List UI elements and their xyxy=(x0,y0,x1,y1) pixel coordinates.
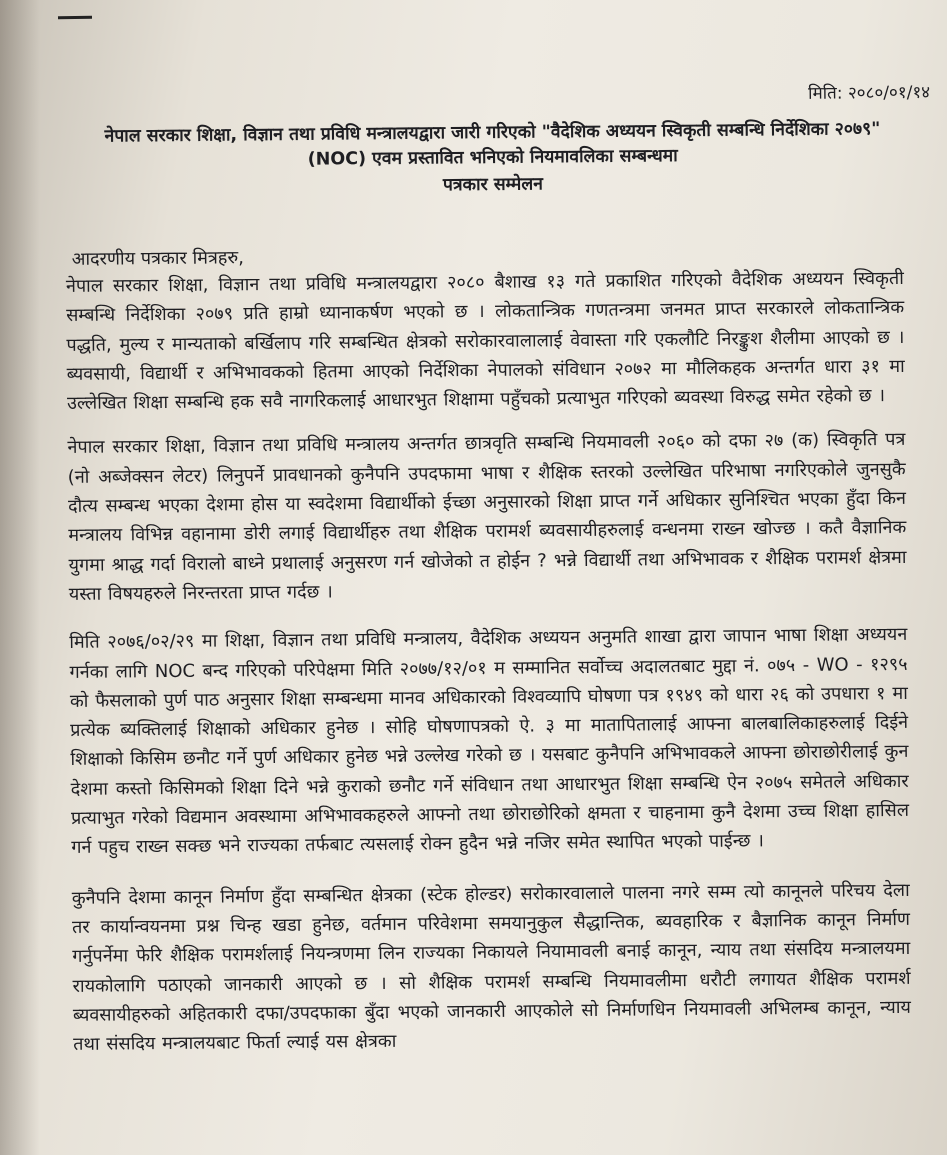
paragraph-4: कुनैपनि देशमा कानून निर्माण हुँदा सम्बन्धित क्षेत्रका (स्टेक होल्डर) सरोकारवालाले पालना नगरे सम्म त्यो कानूनले परिचय देला तर कार्यान्वयनमा प्रश्न चिन्ह खडा हुनेछ, वर्तमान परिवेशमा समयानुकुल सैद्धान्तिक, ब्यवहारिक र बैज्ञानिक कानून निर्माण गर्नुपर्नेमा फेरि शैक्षिक परामर्शलाई नियन्त्रणमा लिन राज्यका निकायले नियामावली बनाई कानून, न्याय तथा संसदिय मन्त्रालयमा रायकोलागि पठाएको जानकारी आएको छ । सो शैक्षिक परामर्श सम्बन्धि नियमावलीमा धरौटी लगायत शैक्षिक परामर्श ब्यवसायीहरुको अहितकारी दफा/उपदफाका बुँदा भएको जानकारी आएकोले सो निर्माणधिन नियमावली अभिलम्ब कानून, न्याय तथा संसदिय मन्त्रालयबाट फिर्ता ल्याई यस क्षेत्रका xyxy=(71,879,911,1056)
document-date: मिति: २०८०/०१/१४ xyxy=(808,82,931,104)
paragraph-3: मिति २०७६/०२/२९ मा शिक्षा, विज्ञान तथा प्रविधि मन्त्रालय, वैदेशिक अध्ययन अनुमति शाखा द्वारा जापान भाषा शिक्षा अध्ययन गर्नका लागि NOC बन्द गरिएको परिपेक्षमा मिति २०७७/१२/०१ म सम्मानित सर्वोच्च अदालतबाट मुद्दा नं. ०७५ - WO - १२९५ को फैसलाको पुर्ण पाठ अनुसार शिक्षा सम्बन्धमा मानव अधिकारको विश्वव्यापि घोषणा पत्र १९४९ को धारा २६ को उपधारा १ मा प्रत्येक ब्यक्तिलाई शिक्षाको अधिकार हुनेछ । सोहि घोषणापत्रको ऐ. ३ मा मातापितालाई आफ्ना बालबालिकाहरुलाई दिईने शिक्षाको किसिम छनौट गर्ने पुर्ण अधिकार हुनेछ भन्ने उल्लेख गरेको छ । यसबाट कुनैपनि अभिभावकले आफ्ना छोराछोरीलाई कुन देशमा कस्तो किसिमको शिक्षा दिने भन्ने कुराको छनौट गर्ने संविधान तथा आधारभुत शिक्षा सम्बन्धि ऐन २०७५ समेतले अधिकार प्रत्याभुत गरेको विद्यमान अवस्थामा अभिभावकहरुले आफ्नो तथा छोराछोरिको क्षमता र चाहनामा कुनै देशमा उच्च शिक्षा हासिल गर्न पहुच राख्न सक्छ भने राज्यका तर्फबाट त्यसलाई रोक्न हुदैन भन्ने नजिर समेत स्थापित भएको पाईन्छ । xyxy=(69,624,910,859)
page-shadow xyxy=(0,0,40,1155)
pen-mark xyxy=(58,16,92,20)
paragraph-2: नेपाल सरकार शिक्षा, विज्ञान तथा प्रविधि मन्त्रालय अन्तर्गत छात्रवृति सम्बन्धि नियमावली २०६० को दफा २७ (क) स्विकृति पत्र (नो अब्जेक्सन लेटर) लिनुपर्ने प्रावधानको कुनैपनि उपदफामा भाषा र शैक्षिक स्तरको उल्लेखित परिभाषा नगरिएकोले जुनसुकै दौत्य सम्बन्ध भएका देशमा होस या स्वदेशमा विद्यार्थीको ईच्छा अनुसारको शिक्षा प्राप्त गर्ने अधिकार सुनिश्चित भएका हुँदा किन मन्त्रालय विभिन्न वहानामा डोरी लगाई विद्यार्थीहरु तथा शैक्षिक परामर्श ब्यवसायीहरुलाई वन्धनमा राख्न खोज्छ । कतै वैज्ञानिक युगमा श्राद्ध गर्दा विरालो बाध्ने प्रथालाई अनुसरण गर्न खोजेको त होईन ? भन्ने विद्यार्थी तथा अभिभावक र शैक्षिक परामर्श क्षेत्रमा यस्ता विषयहरुले निरन्तरता प्राप्त गर्दछ । xyxy=(67,429,907,605)
heading-title: पत्रकार सम्मेलन xyxy=(442,174,544,196)
letter-content xyxy=(62,80,931,1059)
salutation: आदरणीय पत्रकार मित्रहरु, xyxy=(71,247,245,270)
paragraph-1: नेपाल सरकार शिक्षा, विज्ञान तथा प्रविधि मन्त्रालयद्वारा २०८० बैशाख १३ गते प्रकाशित गरिएको वैदेशिक अध्ययन स्विकृती सम्बन्धि निर्देशिका २०७९ प्रति हाम्रो ध्यानाकर्षण भएको छ । लोकतान्त्रिक गणतन्त्रमा जनमत प्राप्त सरकारले लोकतान्त्रिक पद्धति, मुल्य र मान्यताको बर्खिलाप गरि सम्बन्धित क्षेत्रको सरोकारवालालाई वेवास्ता गरि एकलौटि निरङ्कुश शैलीमा आएको छ । ब्यवसायी, विद्यार्थी र अभिभावकको हितमा आएको निर्देशिका नेपालको संविधान २०७२ मा मौलिकहक अन्तर्गत धारा ३१ मा उल्लेखित शिक्षा सम्बन्धि हक सवै नागरिकलाई आधारभुत शिक्षामा पहुँचको प्रत्याभुत गरिएको ब्यवस्था विरुद्ध समेत रहेको छ । xyxy=(65,267,905,415)
document-heading xyxy=(82,117,903,202)
heading-subject: नेपाल सरकार शिक्षा, विज्ञान तथा प्रविधि मन्त्रालयद्वारा जारी गरिएको "वैदेशिक अध्ययन स्विकृती सम्बन्धि निर्देशिका २०७९" (NOC) एवम प्रस्तावित भनिएको नियमावलिका सम्बन्धमा xyxy=(104,119,881,170)
